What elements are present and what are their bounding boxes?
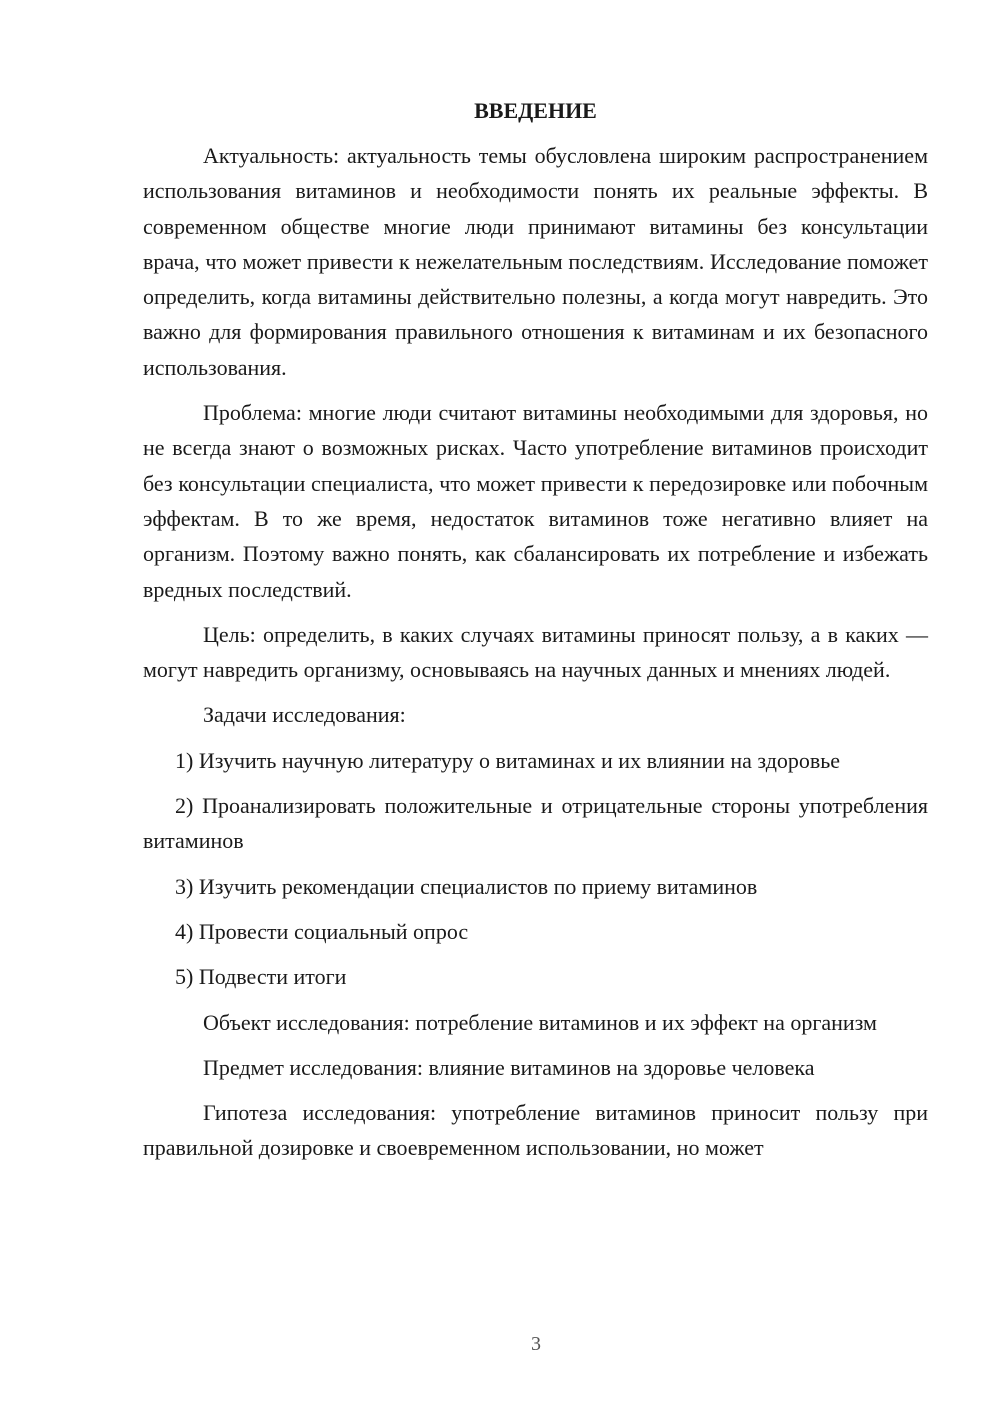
paragraph-problem: Проблема: многие люди считают витамины необходимыми для здоровья, но не всегда знают о возможных рисках. Часто употребление витаминов происходит без консультации специалиста, что может привести к передозировке или побочным эффектам. В то же время, недостаток витаминов тоже негативно влияет на организм. Поэтому важно понять, как сбалансировать их потребление и избежать вредных последствий. — [143, 400, 928, 602]
tasks-heading: Задачи исследования: — [203, 702, 406, 728]
task-item-2: 2) Проанализировать положительные и отрицательные стороны употребления витаминов — [143, 793, 928, 854]
task-item-5: 5) Подвести итоги — [175, 964, 347, 990]
document-page — [143, 93, 928, 1176]
page-number: 3 — [531, 1333, 541, 1355]
paragraph-hypothesis: Гипотеза исследования: употребление витаминов приносит пользу при правильной дозировке и своевременном использовании, но может — [143, 1100, 928, 1161]
paragraph-object: Объект исследования: потребление витаминов и их эффект на организм — [203, 1009, 877, 1035]
paragraph-goal: Цель: определить, в каких случаях витамины приносят пользу, а в каких — могут навредить организму, основываясь на научных данных и мнениях людей. — [143, 621, 928, 683]
task-item-1: 1) Изучить научную литературу о витаминах и их влиянии на здоровье — [175, 747, 841, 773]
task-item-3: 3) Изучить рекомендации специалистов по приему витаминов — [175, 873, 758, 899]
section-title: ВВЕДЕНИЕ — [474, 98, 597, 123]
task-item-4: 4) Провести социальный опрос — [175, 918, 469, 944]
paragraph-relevance: Актуальность: актуальность темы обусловлена широким распространением использования витаминов и необходимости понять их реальные эффекты. В современном обществе многие люди принимают витамины без консультации врача, что может привести к нежелательным последствиям. Исследование поможет определить, когда витамины действительно полезны, а когда могут навредить. Это важно для формирования правильного отношения к витаминам и их безопасного использования. — [143, 143, 928, 380]
paragraph-subject: Предмет исследования: влияние витаминов на здоровье человека — [203, 1054, 815, 1080]
